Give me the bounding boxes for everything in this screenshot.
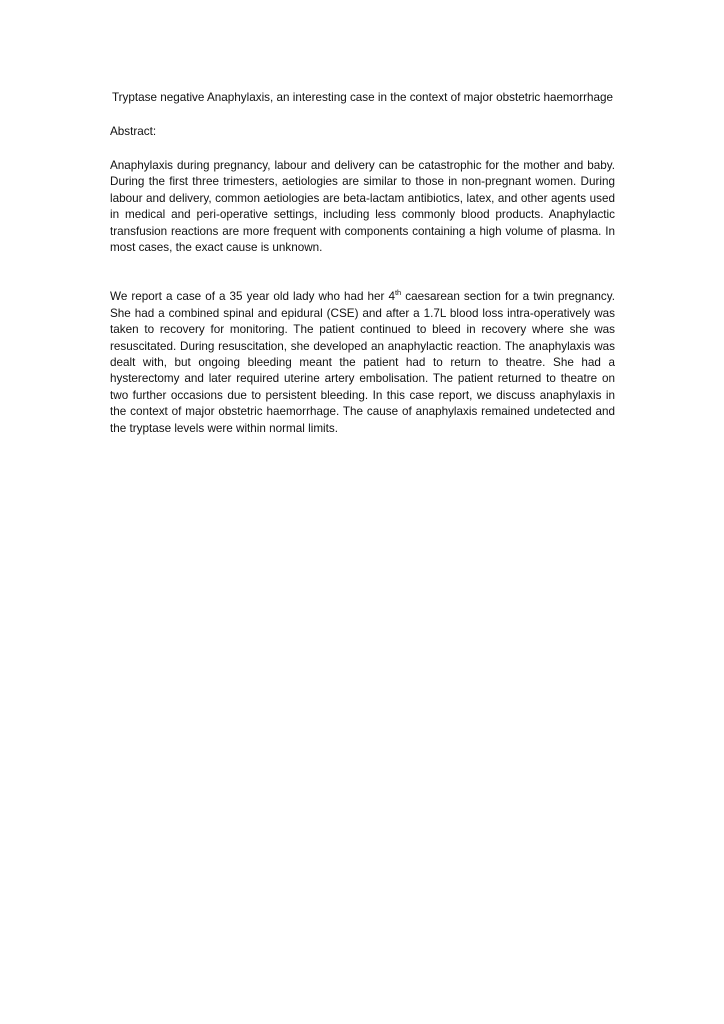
ordinal-suffix: th [394, 288, 402, 298]
document-content [110, 90, 615, 437]
abstract-paragraph-2 [110, 289, 615, 437]
document-title: Tryptase negative Anaphylaxis, an interesting case in the context of major obstetric haemorrhage [111, 91, 614, 104]
paragraph-2-text-before-ordinal: We report a case of a 35 year old lady who had her 4 [110, 290, 395, 304]
paragraph-2-text-after-ordinal: caesarean section for a twin pregnancy. She had a combined spinal and epidural (CSE) and after a 1.7L blood loss intra-operatively was taken to recovery for monitoring. The patient continued to bleed in recovery where she was resuscitated. During resuscitation, she developed an anaphylactic reaction. The anaphylaxis was dealt with, but ongoing bleeding meant the patient had to return to theatre. She had a hysterectomy and later required uterine artery embolisation. The patient returned to theatre on two further occasions due to persistent bleeding. In this case report, we discuss anaphylaxis in the context of major obstetric haemorrhage. The cause of anaphylaxis remained undetected and the tryptase levels were within normal limits. [110, 290, 615, 435]
abstract-heading: Abstract: [110, 125, 157, 138]
abstract-paragraph-1: Anaphylaxis during pregnancy, labour and delivery can be catastrophic for the mother and baby. During the first three trimesters, aetiologies are similar to those in non-pregnant women. During labour and delivery, common aetiologies are beta-lactam antibiotics, latex, and other agents used in medical and peri-operative settings, including less commonly blood products. Anaphylactic transfusion reactions are more frequent with components containing a high volume of plasma. In most cases, the exact cause is unknown. [110, 159, 615, 255]
